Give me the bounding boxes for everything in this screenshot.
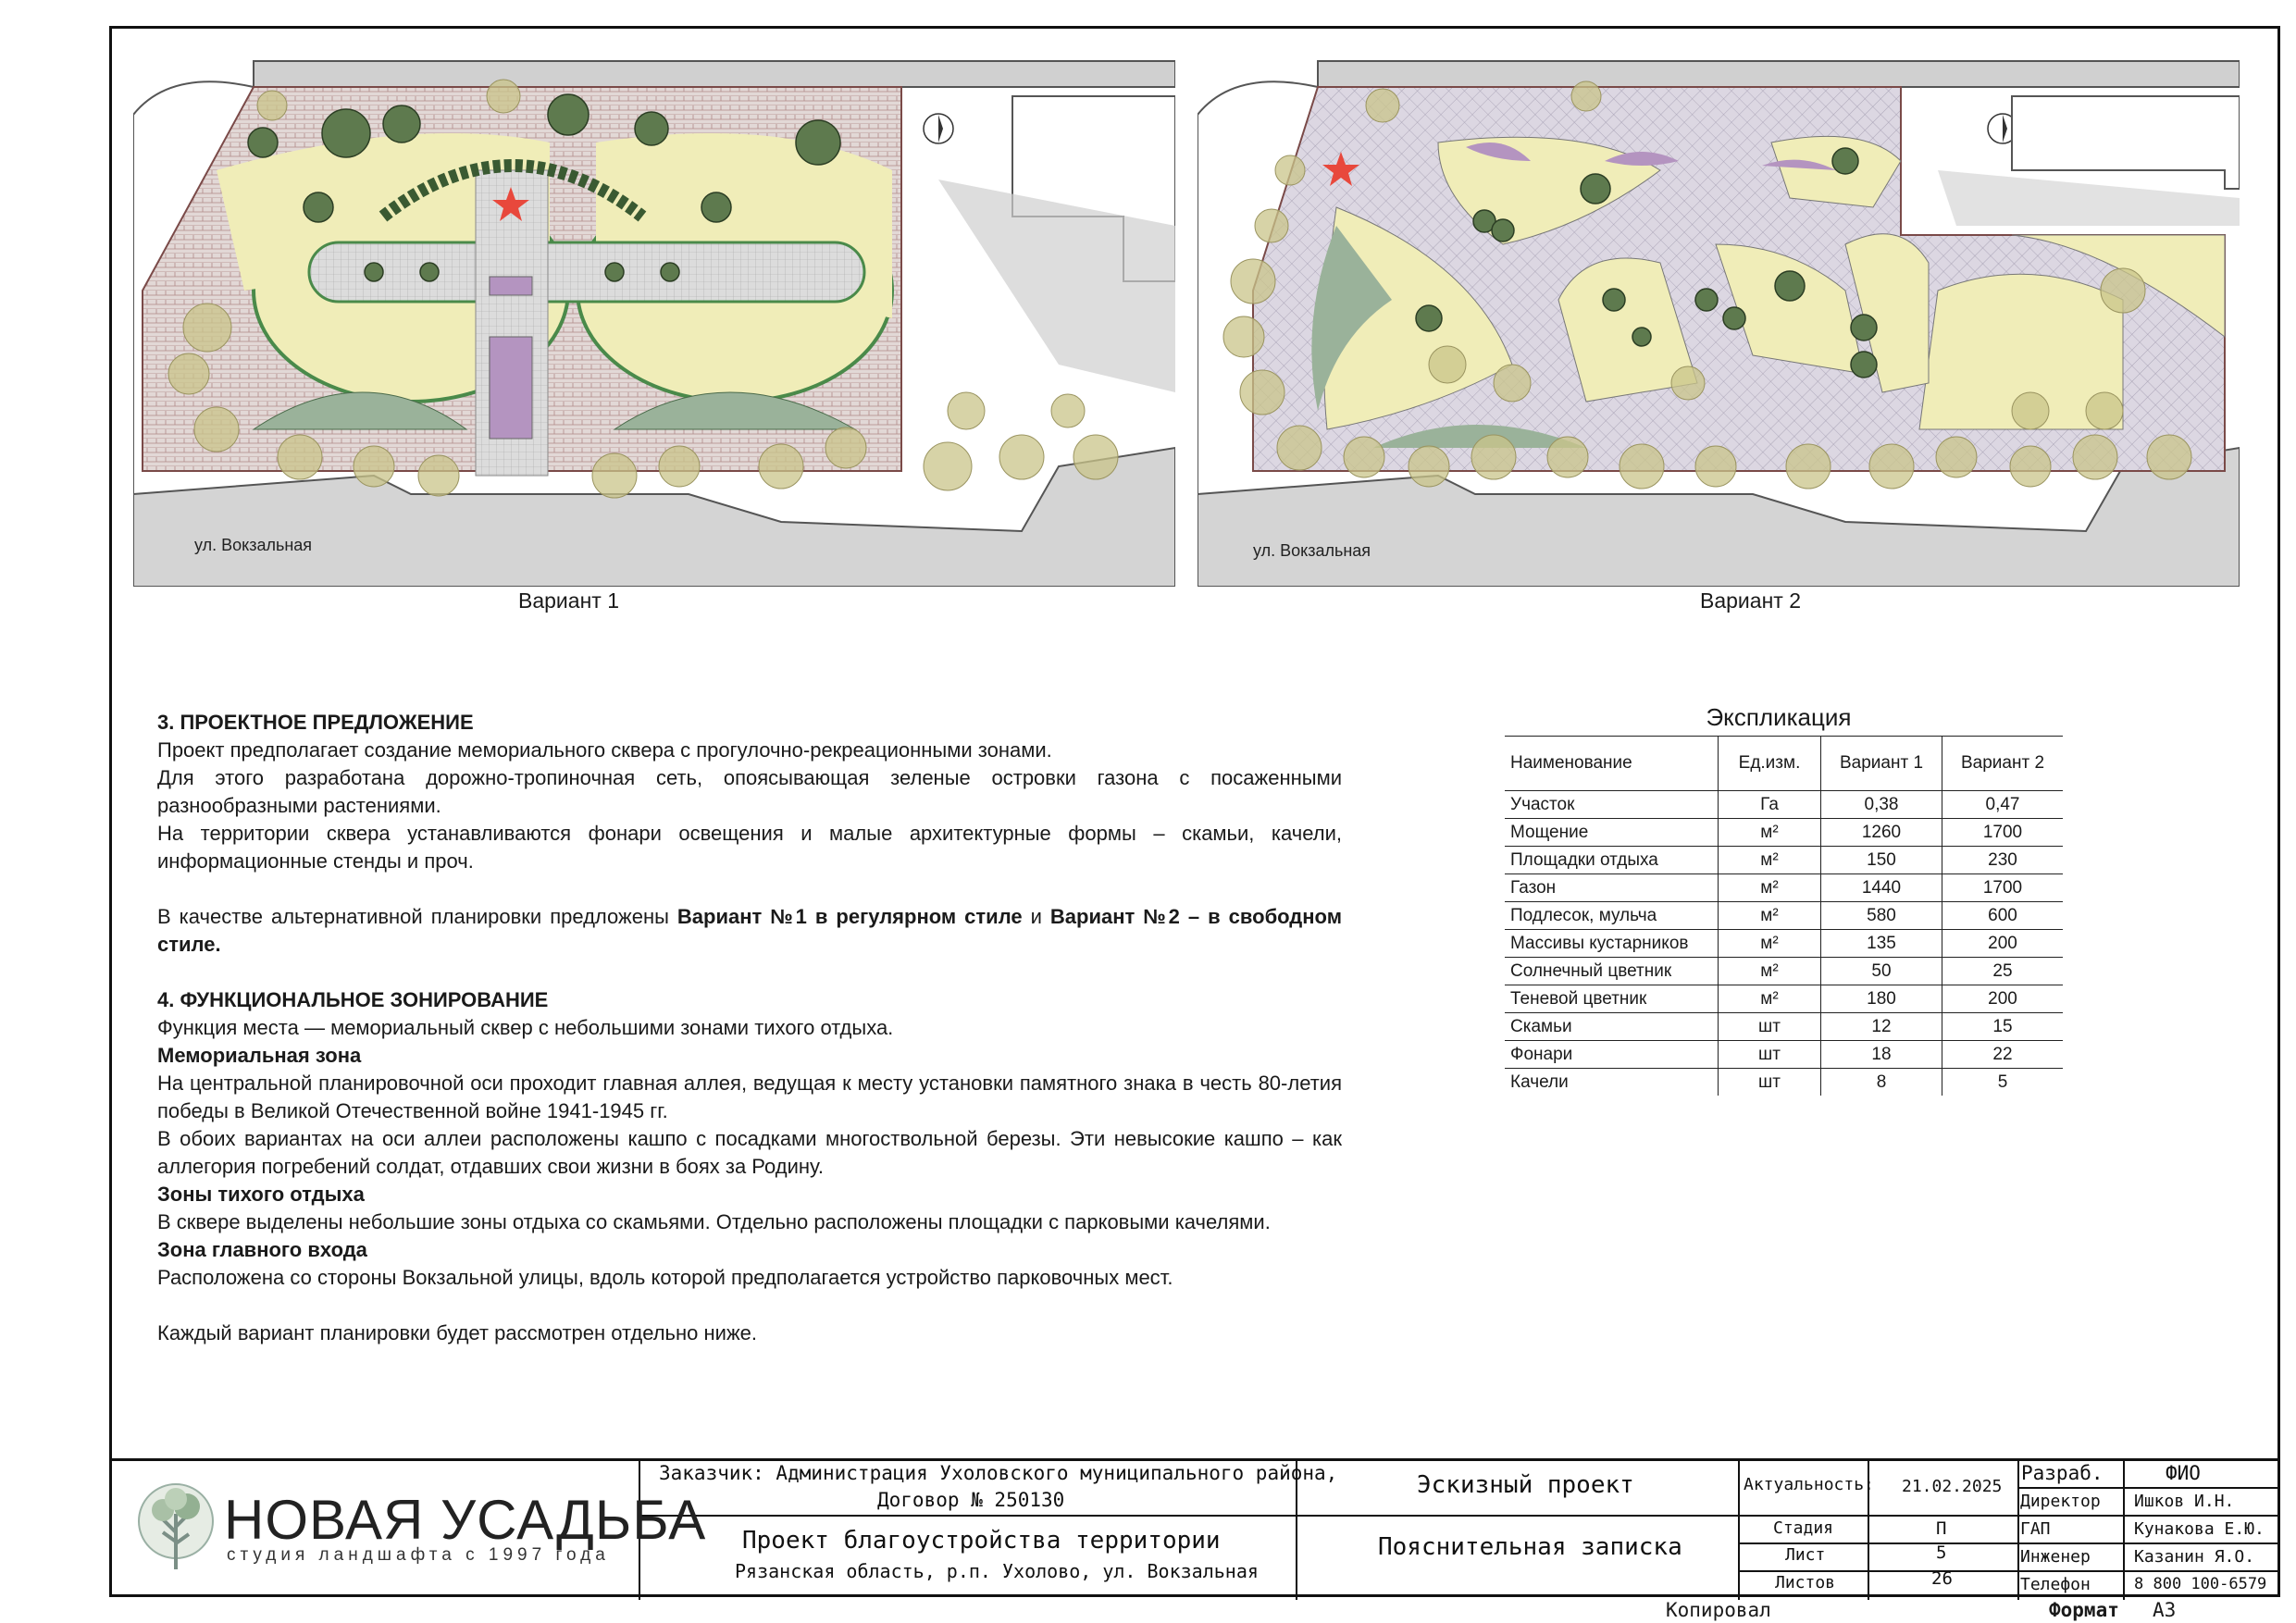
sheets-label: Листов (1775, 1573, 1836, 1592)
section-3-p3: На территории сквера устанавливаются фонари освещения и малые архитектурные формы – скамьи, качели, информационные стенды и проч. (157, 822, 1342, 873)
stage-value: П (1936, 1518, 1947, 1539)
table-row: Фонари шт 18 22 (1505, 1041, 2063, 1069)
section-4-p1: Функция места — мемориальный сквер с небольшими зонами тихого отдыха. (157, 1016, 894, 1039)
customer-line-1: Заказчик: Администрация Ухоловского муниципального района, (659, 1462, 1338, 1484)
actual-label: Актуальность: (1744, 1475, 1874, 1494)
variant-2-caption: Вариант 2 (1700, 588, 1801, 613)
name-engineer: Казанин Я.О. (2134, 1547, 2255, 1567)
format-label: Формат (2049, 1599, 2119, 1621)
project-address: Рязанская область, р.п. Ухолово, ул. Вокзальная (735, 1560, 1259, 1582)
table-row: Солнечный цветник м² 50 25 (1505, 958, 2063, 985)
street-label-1: ул. Вокзальная (194, 536, 313, 554)
section-3-p2: Для этого разработана дорожно-тропиночная сеть, опоясывающая зеленые островки газона с посаженными разнообразными растениями. (157, 766, 1342, 817)
role-phone: Телефон (2020, 1575, 2091, 1594)
table-row: Массивы кустарников м² 135 200 (1505, 930, 2063, 958)
name-director: Ишков И.Н. (2134, 1492, 2235, 1511)
names-header: ФИО (2166, 1462, 2201, 1484)
role-engineer: Инженер (2020, 1547, 2091, 1567)
phone-number: 8 800 100-6579 (2134, 1575, 2267, 1593)
street-label-2: ул. Вокзальная (1253, 541, 1371, 560)
doc-type: Эскизный проект (1417, 1471, 1634, 1499)
table-row: Газон м² 1440 1700 (1505, 874, 2063, 902)
zone-memorial-p1: На центральной планировочной оси проходит главная аллея, ведущая к месту установки памятного знака в честь 80-летия победы в Великой Отечественной войне 1941-1945 гг. (157, 1072, 1342, 1122)
studio-logo-name: НОВАЯ УСАДЬБА (224, 1489, 707, 1551)
developer-header: Разраб. (2021, 1462, 2104, 1484)
table-row: Скамьи шт 12 15 (1505, 1013, 2063, 1041)
explanatory-text (157, 709, 1342, 1347)
zone-quiet-p1: В сквере выделены небольшие зоны отдыха со скамьями. Отдельно расположены площадки с парковыми качелями. (157, 1210, 1271, 1233)
role-gap: ГАП (2020, 1519, 2051, 1539)
table-row: Теневой цветник м² 180 200 (1505, 985, 2063, 1013)
section-3-p4: В качестве альтернативной планировки предложены Вариант №1 в регулярном стиле и Вариант №2 – в свободном стиле. (157, 905, 1342, 956)
sheet-value: 5 (1936, 1542, 1947, 1563)
table-header-row (1505, 737, 2063, 791)
table-row: Подлесок, мульча м² 580 600 (1505, 902, 2063, 930)
table-row: Качели шт 8 5 (1505, 1069, 2063, 1096)
name-gap: Кунакова Е.Ю. (2134, 1519, 2265, 1539)
sheets-value: 26 (1931, 1568, 1953, 1589)
studio-logo-tagline: студия ландшафта с 1997 года (227, 1545, 610, 1565)
section-3-heading: 3. ПРОЕКТНОЕ ПРЕДЛОЖЕНИЕ (157, 711, 474, 734)
closing-text: Каждый вариант планировки будет рассмотрен отдельно ниже. (157, 1321, 758, 1344)
copied-label: Копировал (1666, 1599, 1771, 1621)
zone-entrance-p1: Расположена со стороны Вокзальной улицы, вдоль которой предполагается устройство парковочных мест. (157, 1266, 1173, 1289)
site-plan-variant-1 (133, 59, 1175, 587)
table-row: Участок Га 0,38 0,47 (1505, 791, 2063, 819)
section-4-heading: 4. ФУНКЦИОНАЛЬНОЕ ЗОНИРОВАНИЕ (157, 988, 549, 1011)
header-cell: Вариант 2 (1942, 737, 2064, 791)
header-cell: Наименование (1505, 737, 1719, 791)
table-row: Мощение м² 1260 1700 (1505, 819, 2063, 847)
zone-quiet-title: Зоны тихого отдыха (157, 1183, 365, 1206)
zone-entrance-title: Зона главного входа (157, 1238, 367, 1261)
variant-1-caption: Вариант 1 (518, 588, 619, 613)
sheet-label: Лист (1785, 1545, 1826, 1565)
doc-name: Пояснительная записка (1378, 1533, 1682, 1561)
header-cell: Вариант 1 (1821, 737, 1942, 791)
customer-line-2: Договор № 250130 (877, 1489, 1065, 1511)
project-title: Проект благоустройства территории (742, 1527, 1221, 1555)
section-3-p1: Проект предполагает создание мемориального сквера с прогулочно-рекреационными зонами. (157, 738, 1052, 762)
stage-label: Стадия (1773, 1518, 1834, 1538)
explication-title: Экспликация (1706, 703, 1852, 731)
table-row: Площадки отдыха м² 150 230 (1505, 847, 2063, 874)
explication-table (1505, 736, 2063, 1096)
site-plan-variant-2 (1198, 59, 2240, 587)
zone-memorial-title: Мемориальная зона (157, 1044, 362, 1067)
actual-date: 21.02.2025 (1902, 1477, 2003, 1496)
site-plan-variant-1-drawing (133, 59, 1175, 587)
role-director: Директор (2020, 1492, 2101, 1511)
format-value: А3 (2153, 1599, 2177, 1621)
site-plan-variant-2-drawing (1198, 59, 2240, 587)
tree-logo-icon (135, 1477, 217, 1573)
header-cell: Ед.изм. (1719, 737, 1821, 791)
zone-memorial-p2: В обоих вариантах на оси аллеи расположены кашпо с посадками многоствольной березы. Эти невысокие кашпо – как аллегория погребений солдат, отдавших свои жизни в боях за Родину. (157, 1127, 1342, 1178)
